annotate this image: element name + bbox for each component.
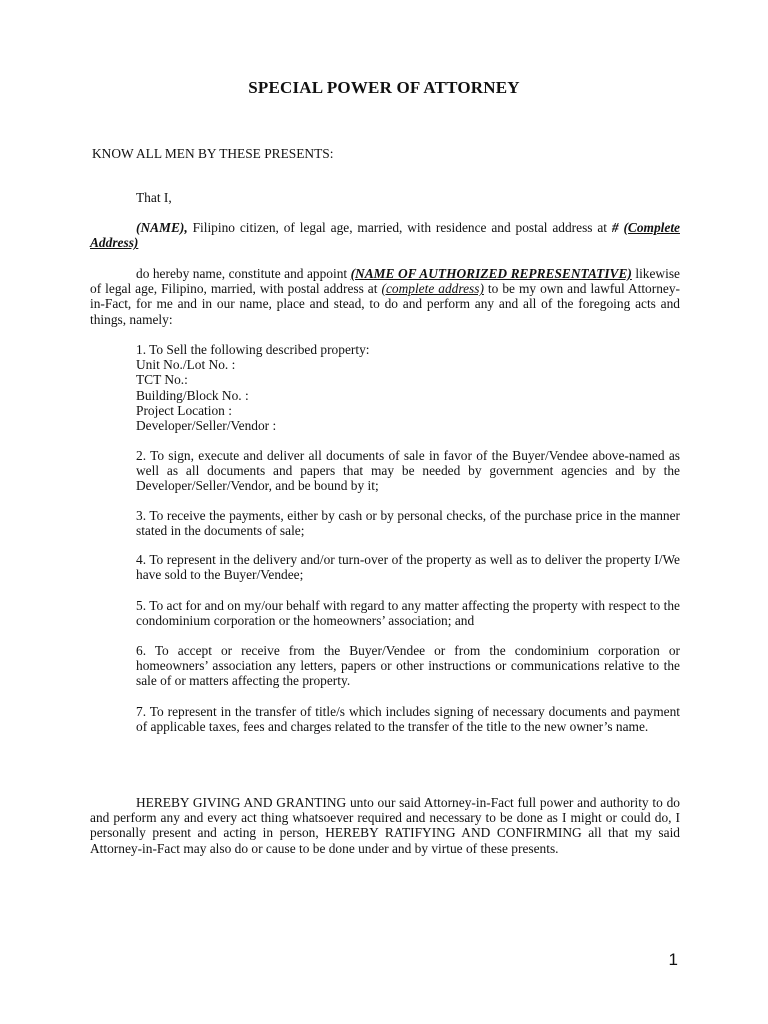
item-4: 4. To represent in the delivery and/or turn-over of the property as well as to deliver the property I/We have sold to the Buyer/Vendee; bbox=[136, 552, 680, 583]
page-number: 1 bbox=[668, 950, 678, 969]
item-1-heading: 1. To Sell the following described property: bbox=[136, 342, 370, 357]
item-3: 3. To receive the payments, either by cash or by personal checks, of the purchase price in the manner stated in the documents of sale; bbox=[136, 508, 680, 539]
appoint-text-1: do hereby name, constitute and appoint bbox=[136, 266, 351, 281]
representative-address: (complete address) bbox=[381, 281, 484, 297]
hash-mark: # bbox=[611, 220, 619, 235]
field-tct: TCT No.: bbox=[136, 372, 188, 388]
appoint-text-3: to be my own and lawful Attorney-in-Fact, for me and in our name, place and stead, to do and perform any and all of the foregoing acts and things, namely: bbox=[90, 281, 680, 327]
principal-name: (NAME), bbox=[136, 220, 188, 235]
document-title: SPECIAL POWER OF ATTORNEY bbox=[248, 78, 520, 97]
principal-address: (Complete Address) bbox=[90, 220, 680, 251]
item-6: 6. To accept or receive from the Buyer/Vendee or from the condominium corporation or homeowners’ association any letters, papers or other instructions or communications relative to the sale of or matters affecting the property. bbox=[136, 643, 680, 689]
item-1-block bbox=[136, 342, 369, 433]
item-2: 2. To sign, execute and deliver all documents of sale in favor of the Buyer/Vendee above-named as well as all documents and papers that may be needed by government agencies and by the Developer/Seller/Vendor, and be bound by it; bbox=[136, 448, 680, 494]
principal-paragraph bbox=[90, 220, 680, 250]
field-project-location: Project Location : bbox=[136, 402, 232, 418]
field-building-block: Building/Block No. : bbox=[136, 387, 249, 403]
appoint-text-2: likewise of legal age, Filipino, married, with postal address at bbox=[90, 266, 680, 297]
field-developer: Developer/Seller/Vendor : bbox=[136, 418, 277, 434]
salutation: KNOW ALL MEN BY THESE PRESENTS: bbox=[92, 146, 334, 161]
item-7: 7. To represent in the transfer of title/s which includes signing of necessary documents and payment of applicable taxes, fees and charges related to the transfer of the title to the new owner’s name. bbox=[136, 704, 680, 735]
representative-name: (NAME OF AUTHORIZED REPRESENTATIVE) bbox=[350, 266, 632, 281]
granting-paragraph: HEREBY GIVING AND GRANTING unto our said Attorney-in-Fact full power and authority to do and perform any and every act thing whatsoever required and necessary to be done as I might or could do, I personally present and acting in person, HEREBY RATIFYING AND CONFIRMING all that my said Attorney-in-Fact may also do or cause to be done under and by virtue of these presents. bbox=[90, 795, 680, 856]
that-i: That I, bbox=[136, 190, 172, 205]
principal-text: Filipino citizen, of legal age, married, with residence and postal address at bbox=[187, 220, 612, 235]
appoint-paragraph bbox=[90, 266, 680, 327]
item-5: 5. To act for and on my/our behalf with regard to any matter affecting the property with respect to the condominium corporation or the homeowners’ association; and bbox=[136, 598, 680, 629]
field-unit-lot: Unit No./Lot No. : bbox=[136, 357, 236, 373]
